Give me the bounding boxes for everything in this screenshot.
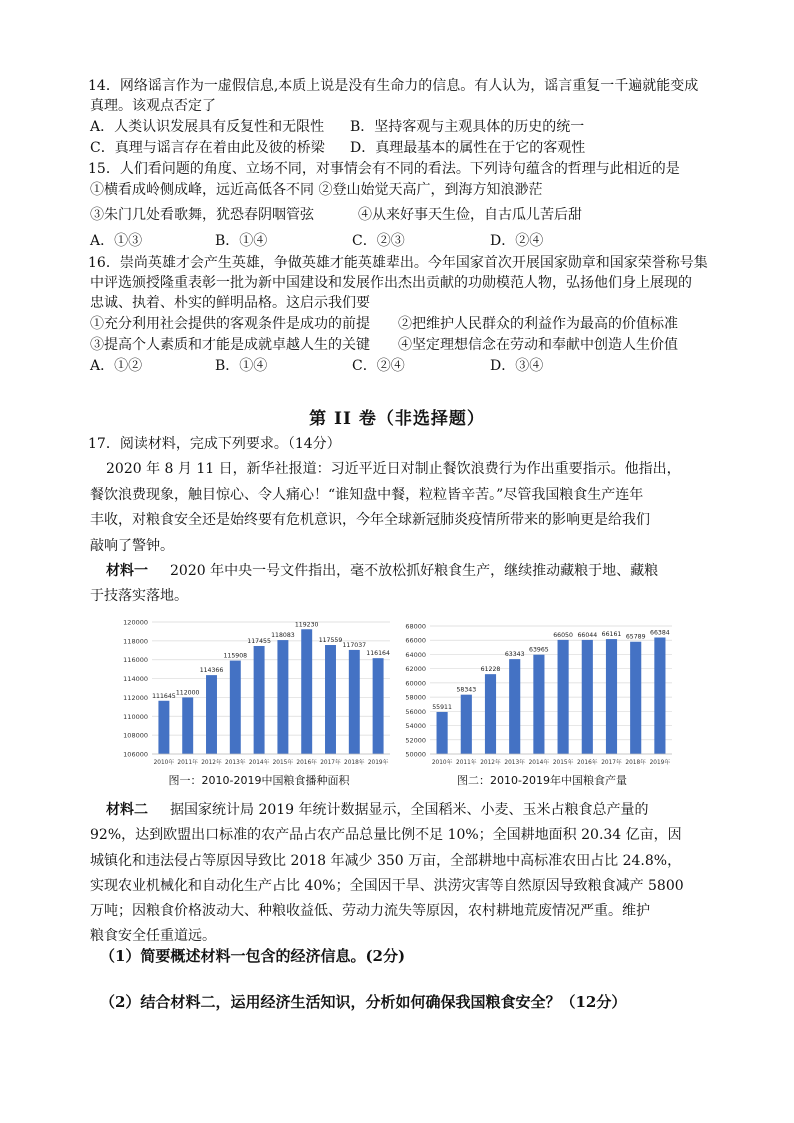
material-two-line4: 实现农业机械化和自动化生产占比 40%；全国因干旱、洪涝灾害等自然原因导致粮食减产 5800 xyxy=(90,878,684,894)
output-chart-xtick-label: 2010年 xyxy=(431,760,453,766)
q16-stem-line3: 忠诚、执着、朴实的鲜明品格。这启示我们要 xyxy=(90,295,370,311)
material-two-line3: 城镇化和违法侵占等原因导致比 2018 年减少 350 万亩，全部耕地中高标准农田占比 24.8%， xyxy=(90,853,682,869)
output-chart-bar xyxy=(485,674,496,754)
material-two-line5: 万吨；因粮食价格波动大、种粮收益低、劳动力流失等原因，农村耕地荒废情况严重。维护 xyxy=(90,903,650,919)
area-chart-xtick-label: 2013年 xyxy=(225,760,246,766)
area-chart-xtick-label: 2015年 xyxy=(272,760,294,766)
output-chart-xtick-label: 2017年 xyxy=(601,760,622,766)
area-chart-bar xyxy=(230,661,241,754)
q16-item-2: ②把维护人民群众的利益作为最高的价值标准 xyxy=(398,316,678,332)
chart-planting-area xyxy=(118,614,400,770)
q17-intro-line2: 餐饮浪费现象，触目惊心、令人痛心！“谁知盘中餐，粒粒皆辛苦。”尽管我国粮食生产连年 xyxy=(90,487,644,503)
output-chart-ytick-label: 54000 xyxy=(405,722,426,731)
output-chart-ytick-label: 56000 xyxy=(405,707,426,716)
q14-option-a: A．人类认识发展具有反复性和无限性 xyxy=(90,119,325,135)
output-chart-ytick-label: 50000 xyxy=(405,750,426,759)
area-chart-data-label: 114366 xyxy=(199,667,224,675)
area-chart-ytick-label: 116000 xyxy=(123,656,148,665)
q15-option-c: C．②③ xyxy=(352,233,405,249)
q16-item-1: ①充分利用社会提供的客观条件是成功的前提 xyxy=(90,316,370,332)
area-chart-xtick-label: 2012年 xyxy=(201,760,222,766)
area-chart-bar xyxy=(325,645,336,754)
material-two-line6: 粮食安全任重道远。 xyxy=(90,928,216,944)
output-chart-bar xyxy=(606,639,617,754)
output-chart-ytick-label: 66000 xyxy=(405,636,426,645)
q17-heading: 17．阅读材料，完成下列要求。（14分） xyxy=(88,436,341,452)
output-chart-ytick-label: 60000 xyxy=(405,679,426,688)
output-chart-xtick-label: 2014年 xyxy=(528,760,550,766)
material-one-label: 材料一 xyxy=(106,563,148,579)
output-chart-bar xyxy=(630,642,641,754)
area-chart-data-label: 119230 xyxy=(294,621,319,629)
q14-option-b: B．坚持客观与主观具体的历史的统一 xyxy=(350,119,585,135)
area-chart-xtick-label: 2019年 xyxy=(367,760,389,766)
output-chart-data-label: 65789 xyxy=(625,633,646,641)
output-chart-xtick-label: 2019年 xyxy=(649,760,671,766)
output-chart-bar xyxy=(558,640,569,754)
area-chart-ytick-label: 108000 xyxy=(123,731,148,740)
output-chart-data-label: 66050 xyxy=(553,631,573,639)
q16-option-c: C．②④ xyxy=(352,358,405,374)
area-chart-xtick-label: 2010年 xyxy=(153,760,175,766)
output-chart-bar xyxy=(654,637,665,754)
output-chart-xtick-label: 2012年 xyxy=(480,760,501,766)
material-two-line2: 92%，达到欧盟出口标准的农产品占农产品总量比例不足 10%；全国耕地面积 20.34 亿亩，因 xyxy=(90,827,682,843)
q14-stem-line1: 14．网络谣言作为一虚假信息,本质上说是没有生命力的信息。有人认为，谣言重复一千遍就能变成 xyxy=(88,78,699,94)
chart-grain-output-caption: 图二：2010-2019年中国粮食产量 xyxy=(457,774,627,787)
area-chart-bar xyxy=(301,629,312,754)
output-chart-xtick-label: 2011年 xyxy=(456,760,477,766)
area-chart-data-label: 117455 xyxy=(247,637,271,645)
q16-option-b: B．①④ xyxy=(215,358,268,374)
area-chart-ytick-label: 120000 xyxy=(123,618,148,627)
area-chart-ytick-label: 112000 xyxy=(123,693,148,702)
q15-item-4: ④从来好事天生俭，自古瓜儿苦后甜 xyxy=(358,207,582,223)
area-chart-data-label: 118083 xyxy=(271,632,295,640)
output-chart-bar xyxy=(509,659,520,754)
output-chart-xtick-label: 2016年 xyxy=(577,760,598,766)
output-chart-data-label: 66384 xyxy=(650,629,670,637)
q14-stem-line2: 真理。该观点否定了 xyxy=(90,98,216,114)
area-chart-data-label: 115908 xyxy=(223,652,248,660)
q16-stem-line1: 16．崇尚英雄才会产生英雄，争做英雄才能英雄辈出。今年国家首次开展国家勋章和国家荣誉称号集 xyxy=(88,255,708,271)
section-title: 第 II 卷（非选择题） xyxy=(309,409,485,429)
material-one-line1: 2020 年中央一号文件指出，毫不放松抓好粮食生产，继续推动藏粮于地、藏粮 xyxy=(170,563,659,579)
output-chart-data-label: 63343 xyxy=(504,651,525,659)
output-chart-ytick-label: 62000 xyxy=(405,665,426,674)
output-chart-data-label: 58343 xyxy=(456,686,477,694)
output-chart-ytick-label: 52000 xyxy=(405,736,426,745)
material-two-line1: 据国家统计局 2019 年统计数据显示，全国稻米、小麦、玉米占粮食总产量的 xyxy=(170,802,649,818)
q15-stem: 15．人们看问题的角度、立场不同，对事情会有不同的看法。下列诗句蕴含的哲理与此相近的是 xyxy=(88,161,680,177)
material-one-line2: 于技落实落地。 xyxy=(90,588,188,604)
area-chart-data-label: 116164 xyxy=(366,650,390,658)
output-chart-ytick-label: 64000 xyxy=(405,650,426,659)
output-chart-data-label: 55911 xyxy=(432,703,452,711)
q16-item-3: ③提高个人素质和才能是成就卓越人生的关键 xyxy=(90,337,370,353)
q17-intro-line4: 敲响了警钟。 xyxy=(90,538,174,554)
q17-intro-line1: 2020 年 8 月 11 日，新华社报道：习近平近日对制止餐饮浪费行为作出重要指示。他指出， xyxy=(106,461,681,477)
q14-option-d: D．真理最基本的属性在于它的客观性 xyxy=(350,140,586,156)
output-chart-data-label: 66161 xyxy=(601,631,622,639)
q15-items-1-2: ①横看成岭侧成峰，远近高低各不同 ②登山始觉天高广，到海方知浪渺茫 xyxy=(90,182,543,198)
area-chart-xtick-label: 2017年 xyxy=(320,760,341,766)
area-chart-bar xyxy=(182,697,193,754)
area-chart-ytick-label: 110000 xyxy=(123,712,148,721)
q17-subquestion-2: （2）结合材料二，运用经济生活知识，分析如何确保我国粮食安全？（12分） xyxy=(100,993,627,1011)
area-chart-bar xyxy=(158,701,169,754)
area-chart-ytick-label: 106000 xyxy=(123,750,148,759)
area-chart-xtick-label: 2014年 xyxy=(248,760,270,766)
area-chart-bar xyxy=(349,650,360,754)
q16-option-a: A．①② xyxy=(90,358,143,374)
area-chart-data-label: 117037 xyxy=(342,641,367,649)
area-chart-data-label: 117559 xyxy=(318,637,343,645)
output-chart-xtick-label: 2018年 xyxy=(625,760,646,766)
area-chart-data-label: 111645 xyxy=(152,692,176,700)
output-chart-data-label: 63965 xyxy=(529,646,549,654)
output-chart-data-label: 66044 xyxy=(577,631,598,639)
q14-option-c: C．真理与谣言存在着由此及彼的桥梁 xyxy=(90,140,325,156)
q15-option-a: A．①③ xyxy=(90,233,143,249)
q16-option-d: D．③④ xyxy=(490,358,544,374)
q17-subquestion-1: （1）简要概述材料一包含的经济信息。(2分) xyxy=(100,947,406,965)
q16-stem-line2: 中评选颁授隆重表彰一批为新中国建设和发展作出杰出贡献的功勋模范人物，弘扬他们身上展现的 xyxy=(90,275,692,291)
q15-option-b: B．①④ xyxy=(215,233,268,249)
q17-intro-line3: 丰收，对粮食安全还是始终要有危机意识，今年全球新冠肺炎疫情所带来的影响更是给我们 xyxy=(90,512,650,528)
output-chart-bar xyxy=(582,640,593,754)
area-chart-data-label: 112000 xyxy=(175,689,200,697)
area-chart-bar xyxy=(373,658,384,754)
output-chart-xtick-label: 2015年 xyxy=(552,760,574,766)
output-chart-ytick-label: 68000 xyxy=(405,622,426,631)
area-chart-bar xyxy=(206,675,217,754)
area-chart-xtick-label: 2018年 xyxy=(344,760,365,766)
area-chart-ytick-label: 118000 xyxy=(123,637,148,646)
area-chart-xtick-label: 2011年 xyxy=(177,760,198,766)
chart-planting-area-caption: 图一：2010-2019中国粮食播种面积 xyxy=(168,774,350,787)
output-chart-ytick-label: 58000 xyxy=(405,693,426,702)
output-chart-bar xyxy=(437,712,448,754)
area-chart-ytick-label: 114000 xyxy=(123,675,148,684)
output-chart-data-label: 61228 xyxy=(480,666,501,674)
q15-option-d: D．②④ xyxy=(490,233,544,249)
area-chart-xtick-label: 2016年 xyxy=(296,760,317,766)
q16-item-4: ④坚定理想信念在劳动和奉献中创造人生价值 xyxy=(398,337,678,353)
area-chart-bar xyxy=(254,646,265,754)
area-chart-bar xyxy=(277,640,288,754)
output-chart-xtick-label: 2013年 xyxy=(504,760,525,766)
output-chart-bar xyxy=(461,695,472,754)
q15-item-3: ③朱门几处看歌舞，犹恐春阴咽管弦 xyxy=(90,207,314,223)
chart-grain-output xyxy=(400,618,684,770)
material-two-label: 材料二 xyxy=(106,802,148,818)
output-chart-bar xyxy=(533,655,544,754)
